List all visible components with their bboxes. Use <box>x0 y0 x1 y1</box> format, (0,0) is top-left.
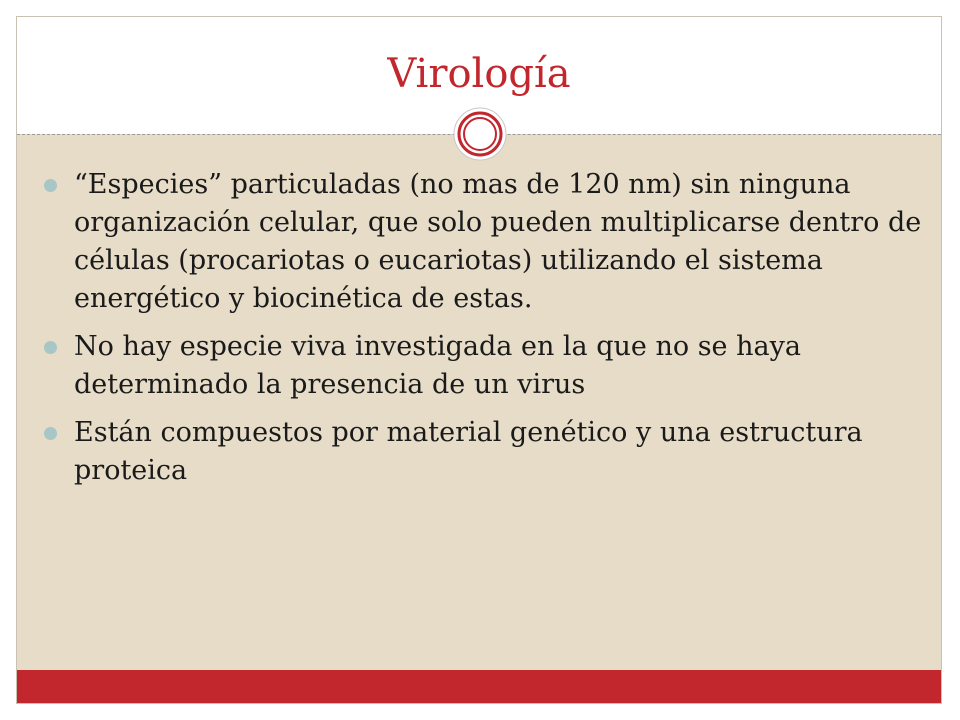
bullet-text: “Especies” particuladas (no mas de 120 nm) sin ninguna organización celular, que solo pueden multiplicarse dentro de células (procariotas o eucariotas) utilizando el sistema energético y biocinética de estas. <box>74 169 922 314</box>
bullet-text: Están compuestos por material genético y una estructura proteica <box>74 417 863 486</box>
bottom-accent-bar <box>17 670 941 703</box>
double-ring-icon <box>452 106 508 162</box>
filled-circle-bullet-icon <box>44 341 57 354</box>
filled-circle-bullet-icon <box>44 179 57 192</box>
bullet-item <box>44 414 924 490</box>
bullet-item <box>44 166 924 318</box>
filled-circle-bullet-icon <box>44 427 57 440</box>
bullet-item <box>44 328 924 404</box>
bullet-list <box>44 166 924 500</box>
slide-title: Virología <box>387 51 571 97</box>
bullet-text: No hay especie viva investigada en la que no se haya determinado la presencia de un virus <box>74 331 801 400</box>
